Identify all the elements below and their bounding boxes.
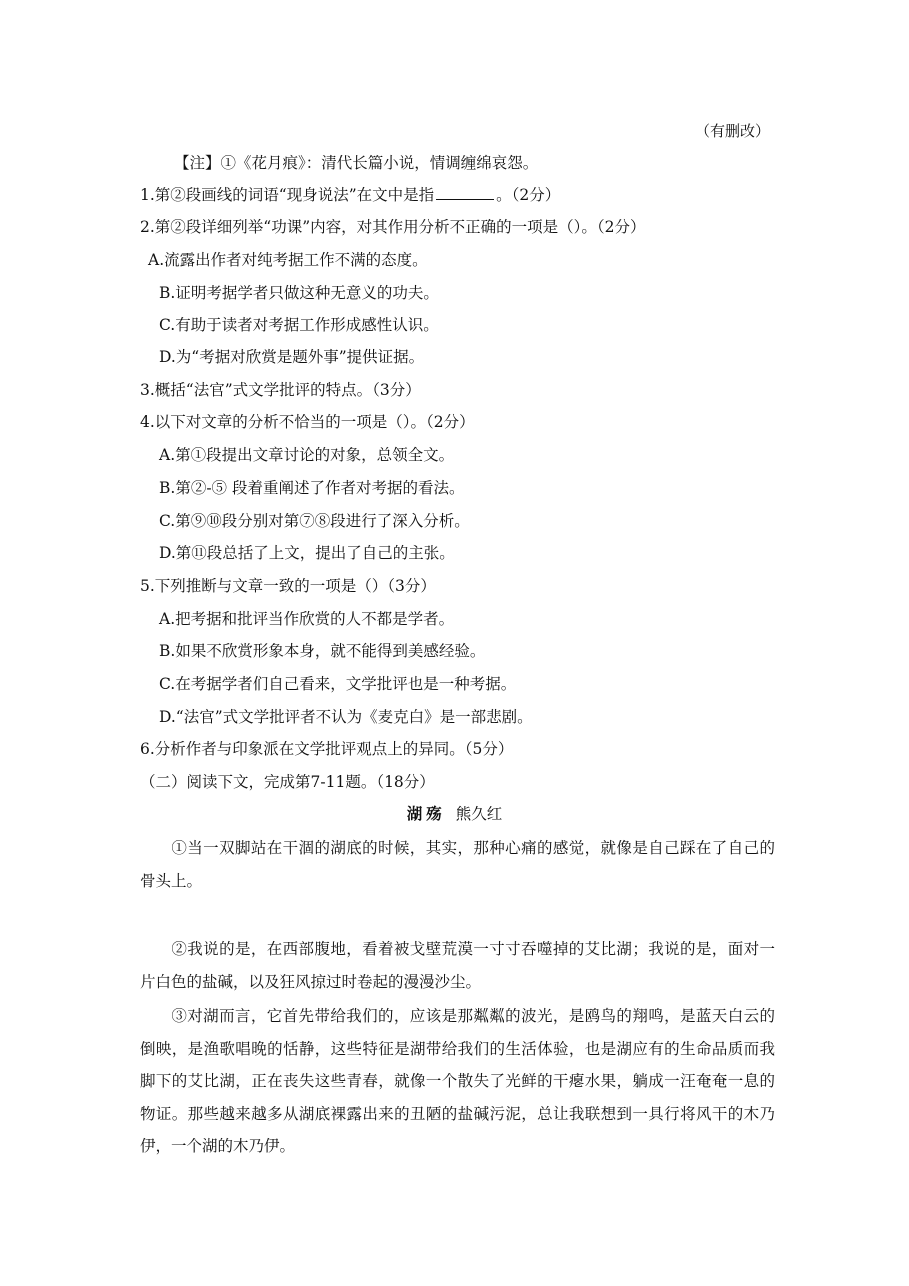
article-paragraph-3 — [140, 1000, 775, 1163]
question-3: 3.概括“法官”式文学批评的特点。（3分） — [140, 381, 421, 399]
article-title-row — [0, 804, 909, 824]
question-2-option-b: B.证明考据学者只做这种无意义的功夫。 — [159, 284, 439, 302]
article-author: 熊久红 — [455, 805, 503, 823]
answer-blank — [436, 185, 494, 200]
question-6: 6.分析作者与印象派在文学批评观点上的异同。（5分） — [140, 740, 514, 758]
question-1 — [140, 185, 560, 205]
question-5-stem: 5.下列推断与文章一致的一项是（）（3分） — [140, 577, 436, 595]
question-1-points: 。（2分） — [496, 186, 561, 204]
paragraph-3-text: ③对湖而言，它首先带给我们的，应该是那粼粼的波光，是鸥鸟的翔鸣，是蓝天白云的倒映，是渔歌唱晚的恬静，这些特征是湖带给我们的生活体验，也是湖应有的生命品质而我脚下的艾比湖，正在丧失这些青春，就像一个散失了光鲜的干瘪水果，躺成一汪奄奄一息的物证。那些越来越多从湖底裸露出来的丑陋的盐碱污泥，总让我联想到一具行将风干的木乃伊，一个湖的木乃伊。 — [140, 1007, 775, 1155]
question-5-option-b: B.如果不欣赏形象本身，就不能得到美感经验。 — [159, 642, 486, 660]
revision-note: （有删改） — [694, 122, 770, 140]
article-title: 湖殇 — [406, 804, 446, 823]
question-1-text: 1.第②段画线的词语“现身说法”在文中是指 — [140, 186, 435, 204]
question-2-stem: 2.第②段详细列举“功课”内容，对其作用分析不正确的一项是（）。（2分） — [140, 218, 646, 236]
question-4-stem: 4.以下对文章的分析不恰当的一项是（）。（2分） — [140, 413, 475, 431]
question-4-option-c: C.第⑨⑩段分别对第⑦⑧段进行了深入分析。 — [159, 512, 470, 530]
paragraph-1-text: ①当一双脚站在干涸的湖底的时候，其实，那种心痛的感觉，就像是自己踩在了自己的骨头上。 — [140, 839, 775, 890]
question-2-option-a: A.流露出作者对纯考据工作不满的态度。 — [148, 251, 428, 269]
section-2-heading: （二）阅读下文，完成第7-11题。（18分） — [140, 773, 435, 791]
annotation-note: 【注】①《花月痕》：清代长篇小说，情调缠绵哀怨。 — [174, 154, 539, 172]
question-2-option-c: C.有助于读者对考据工作形成感性认识。 — [159, 316, 439, 334]
question-4-option-b: B.第②-⑤ 段着重阐述了作者对考据的看法。 — [159, 479, 465, 497]
question-4-option-a: A.第①段提出文章讨论的对象，总领全文。 — [159, 446, 455, 464]
question-5-option-c: C.在考据学者们自己看来，文学批评也是一种考据。 — [159, 675, 517, 693]
article-paragraph-2 — [140, 933, 775, 998]
article-paragraph-1 — [140, 832, 775, 897]
question-5-option-d: D.“法官”式文学批评者不认为《麦克白》是一部悲剧。 — [159, 708, 533, 726]
question-5-option-a: A.把考据和批评当作欣赏的人不都是学者。 — [159, 610, 455, 628]
question-4-option-d: D.第⑪段总括了上文，提出了自己的主张。 — [159, 544, 455, 562]
paragraph-2-text: ②我说的是，在西部腹地，看着被戈壁荒漠一寸寸吞噬掉的艾比湖；我说的是，面对一片白色的盐碱，以及狂风掠过时卷起的漫漫沙尘。 — [140, 940, 775, 991]
question-2-option-d: D.为“考据对欣赏是题外事”提供证据。 — [159, 348, 425, 366]
